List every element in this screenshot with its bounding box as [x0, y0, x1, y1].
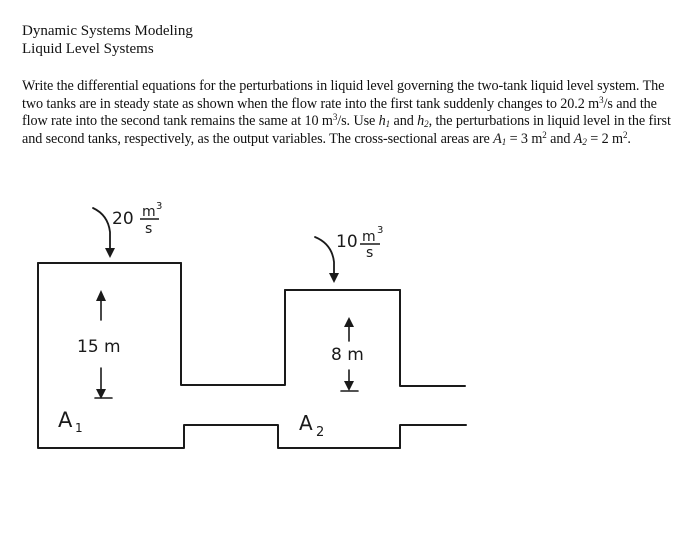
tank2-inflow-unit-numerator: m	[362, 229, 376, 245]
and-word: and	[390, 113, 418, 130]
tank1-level-label: 15 m	[77, 337, 121, 357]
tank2-area-label: A	[299, 411, 313, 435]
problem-text-2: /s and the flow rate into the second tank remains the same at 10 m	[22, 95, 657, 130]
tank1-wall-right	[181, 263, 285, 385]
tank1-area-subscript: 1	[75, 421, 83, 435]
a1-variable: $A_1$	[493, 130, 507, 147]
problem-text-5: .	[627, 130, 631, 147]
unit-superscript: 3	[332, 112, 338, 123]
tank1-inflow-unit-denominator: s	[145, 221, 153, 237]
a2-variable: $A_2$	[573, 130, 587, 147]
problem-text-1: Write the differential equations for the perturbations in liquid level governing the two-tank liquid level system. The two tanks are in steady state as shown when the flow rate into the first tank suddenly changes to 20.2 m	[22, 78, 665, 112]
tank2-wall-right	[400, 425, 466, 448]
unit-superscript: 3	[599, 94, 604, 105]
problem-text-3: /s. Use	[337, 113, 379, 130]
course-title: Dynamic Systems Modeling	[22, 23, 193, 39]
tank1-inflow-value: 20	[112, 209, 134, 229]
and-word: and	[546, 130, 574, 147]
tank1-inflow-unit-numerator: m	[142, 204, 156, 220]
problem-text-4: , the perturbations in liquid level in the first and second tanks, respectively, as the output variables. The cross-sectional areas are	[22, 113, 671, 147]
tank2-inflow-unit-denominator: s	[366, 245, 374, 261]
tank2-inflow-value: 10	[336, 232, 358, 252]
tank2-wall-right-upper	[400, 290, 465, 386]
tank2-inflow-unit-sup: 3	[377, 225, 384, 236]
tank1-inflow-unit-sup: 3	[156, 201, 163, 212]
tank2-area-subscript: 2	[316, 425, 325, 440]
h2-variable: $h_2$	[417, 113, 429, 130]
tank2-level-label: 8 m	[331, 345, 364, 365]
area-superscript: 2	[622, 129, 628, 140]
h1-variable: $h_1$	[378, 113, 391, 130]
a1-value: = 3 m	[506, 130, 543, 147]
area-superscript: 2	[542, 129, 547, 140]
a2-value: = 2 m	[586, 130, 623, 147]
tank1-area-label: A	[58, 408, 73, 432]
topic-title: Liquid Level Systems	[22, 41, 154, 57]
